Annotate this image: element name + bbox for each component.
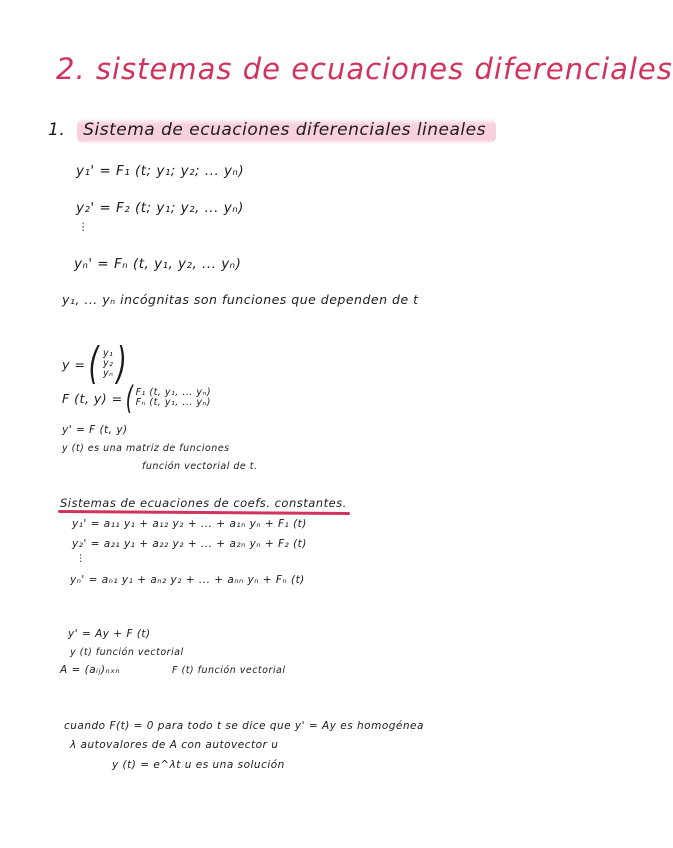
section-1-heading xyxy=(48,120,496,140)
section-1-highlight: Sistema de ecuaciones diferenciales lineales xyxy=(77,118,496,144)
left-paren-icon: ( xyxy=(125,379,133,417)
vector-y-entry: yₙ xyxy=(103,367,114,379)
system-eq-1: y₁' = F₁ (t; y₁; y₂; ... yₙ) xyxy=(76,163,245,179)
const-eq-n: yₙ' = aₙ₁ y₁ + aₙ₂ y₂ + ... + aₙₙ yₙ + Fₙ (t) xyxy=(70,574,305,586)
vector-y-entry: y₁ xyxy=(103,348,114,360)
matrix-form-F-note: F (t) función vectorial xyxy=(172,665,286,676)
right-paren-icon: ) xyxy=(117,338,128,389)
vector-y-entries xyxy=(103,349,113,379)
vector-F-entry: F₁ (t, y₁, ... yₙ) xyxy=(135,387,212,399)
section-2-heading: Sistemas de ecuaciones de coefs. constantes. xyxy=(60,496,347,510)
matrix-form-eq: y' = Ay + F (t) xyxy=(68,628,151,640)
compact-note-1: y (t) es una matriz de funciones xyxy=(62,443,230,454)
const-vdots: ⋮ xyxy=(76,553,86,564)
unknowns-note: y₁, ... yₙ incógnitas son funciones que dependen de t xyxy=(62,292,419,307)
matrix-form-A: A = (aᵢⱼ)ₙₓₙ xyxy=(60,664,121,676)
homogeneous-line-3: y (t) = e^λt u es una solución xyxy=(112,759,285,771)
vector-F-lhs: F (t, y) = xyxy=(62,390,123,406)
vector-F-entry: Fₙ (t, y₁, ... yₙ) xyxy=(135,397,212,408)
vector-y-lhs: y = xyxy=(62,356,86,372)
homogeneous-line-1: cuando F(t) = 0 para todo t se dice que y' = Ay es homogénea xyxy=(64,720,424,732)
compact-note-2: función vectorial de t. xyxy=(142,461,258,472)
left-paren-icon: ( xyxy=(88,338,100,389)
const-eq-2: y₂' = a₂₁ y₁ + a₂₂ y₂ + ... + a₂ₙ yₙ + F₂ (t) xyxy=(72,538,307,550)
section-1-number: 1. xyxy=(48,120,66,140)
compact-eq: y' = F (t, y) xyxy=(62,424,128,436)
vector-F xyxy=(62,379,212,417)
homogeneous-line-2: λ autovalores de A con autovector u xyxy=(70,739,279,751)
matrix-form-y-note: y (t) función vectorial xyxy=(70,647,184,658)
vector-F-entries xyxy=(136,388,211,408)
system-vdots: ⋮ xyxy=(78,221,89,233)
vector-y-entry: y₂ xyxy=(103,358,114,370)
section-2-underline xyxy=(58,510,350,515)
system-eq-n: yₙ' = Fₙ (t, y₁, y₂, ... yₙ) xyxy=(74,256,242,272)
const-eq-1: y₁' = a₁₁ y₁ + a₁₂ y₂ + ... + a₁ₙ yₙ + F₁ (t) xyxy=(72,518,307,530)
vector-y xyxy=(62,338,131,389)
system-eq-2: y₂' = F₂ (t; y₁; y₂, ... yₙ) xyxy=(76,200,244,216)
page-title: 2. sistemas de ecuaciones diferenciales xyxy=(56,52,673,86)
